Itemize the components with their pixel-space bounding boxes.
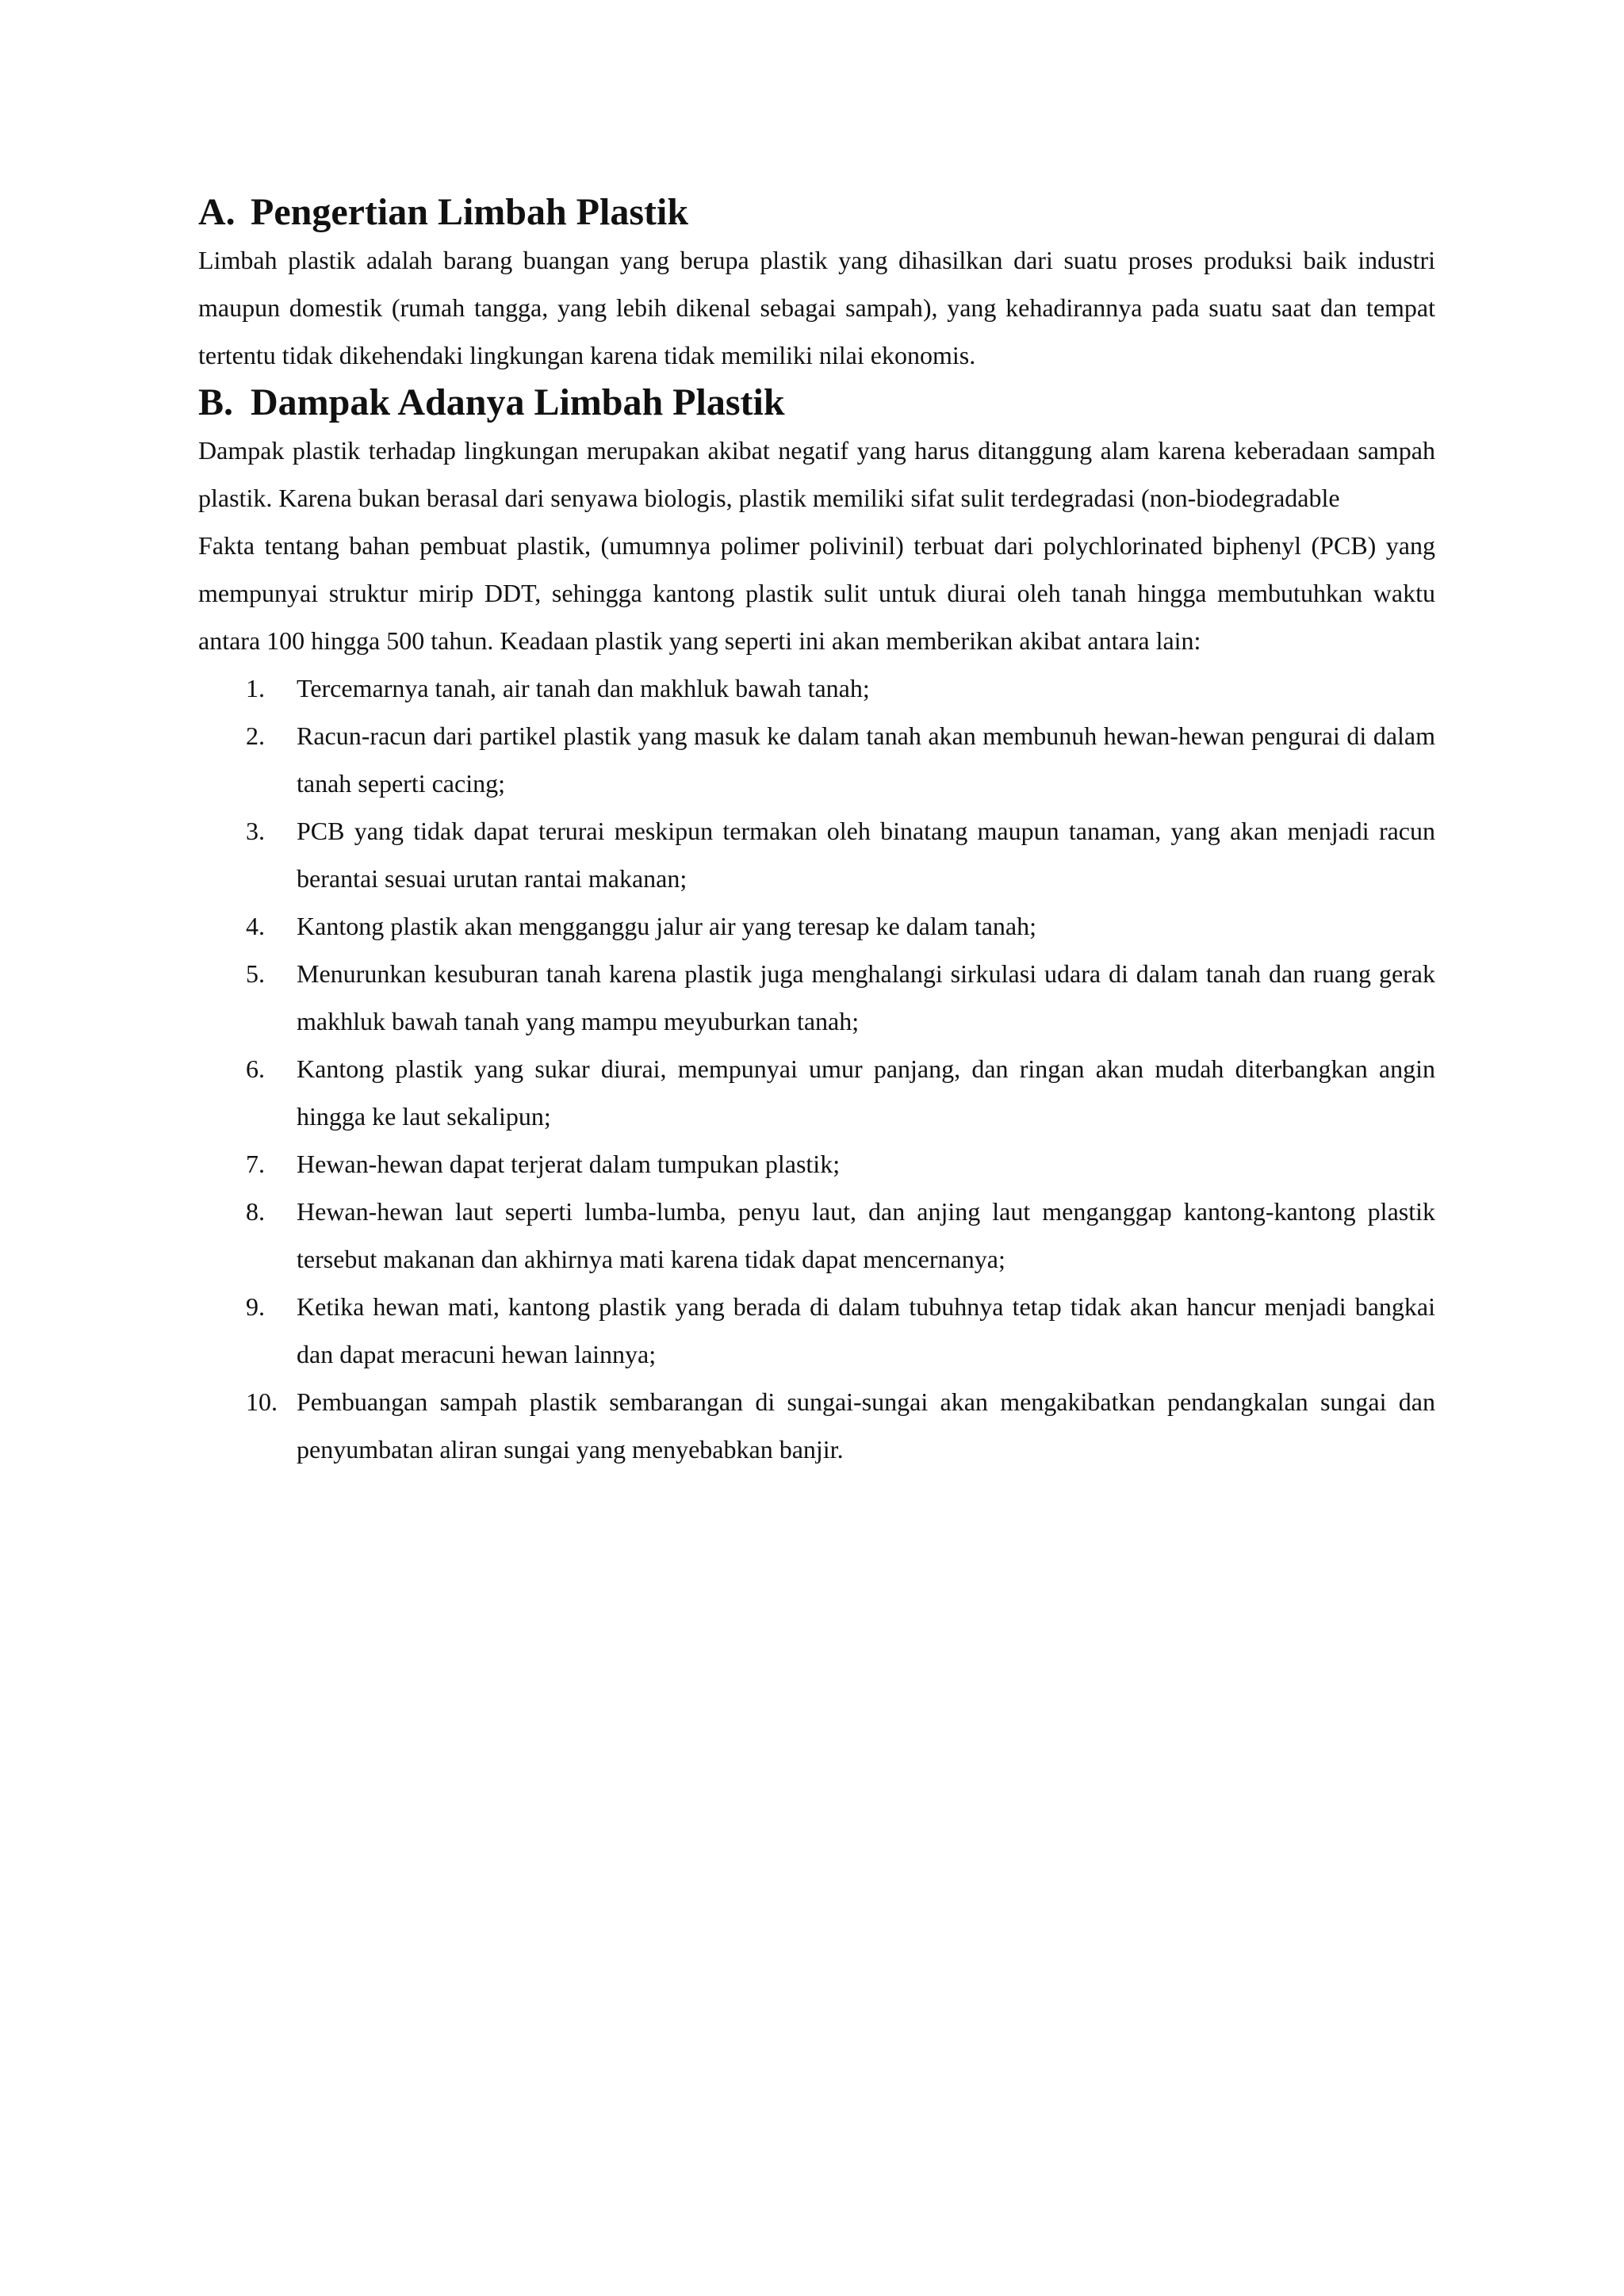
list-item-text: Ketika hewan mati, kantong plastik yang berada di dalam tubuhnya tetap tidak akan hancur menjadi bangkai dan dapat meracuni hewan lainnya;	[297, 1292, 1435, 1368]
list-item	[198, 1045, 1435, 1140]
section-b-paragraph-2: Fakta tentang bahan pembuat plastik, (umumnya polimer polivinil) terbuat dari polychlorinated biphenyl (PCB) yang mempunyai struktur mirip DDT, sehingga kantong plastik sulit untuk diurai oleh tanah hingga membutuhkan waktu antara 100 hingga 500 tahun. Keadaan plastik yang seperti ini akan memberikan akibat antara lain:	[198, 531, 1435, 655]
list-item	[198, 950, 1435, 1045]
document-page	[198, 189, 1435, 1473]
section-a-heading	[198, 189, 1435, 236]
list-item-text: Hewan-hewan laut seperti lumba-lumba, penyu laut, dan anjing laut menganggap kantong-kantong plastik tersebut makanan dan akhirnya mati karena tidak dapat mencernanya;	[297, 1197, 1435, 1273]
list-item-number: 3.	[246, 817, 265, 845]
list-item-text: Tercemarnya tanah, air tanah dan makhluk bawah tanah;	[297, 674, 870, 702]
section-b-title: Dampak Adanya Limbah Plastik	[251, 381, 785, 423]
section-a-title: Pengertian Limbah Plastik	[251, 191, 689, 233]
list-item-text: Hewan-hewan dapat terjerat dalam tumpukan plastik;	[297, 1150, 841, 1178]
list-item-number: 9.	[246, 1292, 265, 1321]
impact-list	[198, 664, 1435, 1473]
list-item-number: 5.	[246, 959, 265, 988]
section-b-paragraph-1: Dampak plastik terhadap lingkungan merupakan akibat negatif yang harus ditanggung alam karena keberadaan sampah plastik. Karena bukan berasal dari senyawa biologis, plastik memiliki sifat sulit terdegradasi (non-biodegradable	[198, 436, 1435, 512]
list-item-number: 4.	[246, 912, 265, 940]
list-item-number: 2.	[246, 721, 265, 750]
section-a-paragraph: Limbah plastik adalah barang buangan yang berupa plastik yang dihasilkan dari suatu proses produksi baik industri maupun domestik (rumah tangga, yang lebih dikenal sebagai sampah), yang kehadirannya pada suatu saat dan tempat tertentu tidak dikehendaki lingkungan karena tidak memiliki nilai ekonomis.	[198, 246, 1435, 369]
list-item	[198, 1140, 1435, 1188]
list-item-number: 6.	[246, 1054, 265, 1083]
list-item-number: 7.	[246, 1150, 265, 1178]
list-item-number: 8.	[246, 1197, 265, 1226]
list-item-text: Racun-racun dari partikel plastik yang masuk ke dalam tanah akan membunuh hewan-hewan pengurai di dalam tanah seperti cacing;	[297, 721, 1435, 798]
list-item	[198, 1283, 1435, 1378]
list-item-text: Kantong plastik yang sukar diurai, mempunyai umur panjang, dan ringan akan mudah diterbangkan angin hingga ke laut sekalipun;	[297, 1054, 1435, 1131]
list-item-text: Kantong plastik akan mengganggu jalur air yang teresap ke dalam tanah;	[297, 912, 1037, 940]
list-item-number: 10.	[246, 1387, 278, 1416]
section-b-letter: B.	[198, 381, 234, 423]
list-item	[198, 902, 1435, 950]
list-item-text: Menurunkan kesuburan tanah karena plastik juga menghalangi sirkulasi udara di dalam tanah dan ruang gerak makhluk bawah tanah yang mampu meyuburkan tanah;	[297, 959, 1435, 1035]
list-item-text: PCB yang tidak dapat terurai meskipun termakan oleh binatang maupun tanaman, yang akan menjadi racun berantai sesuai urutan rantai makanan;	[297, 817, 1435, 893]
section-a-letter: A.	[198, 191, 236, 233]
list-item-text: Pembuangan sampah plastik sembarangan di sungai-sungai akan mengakibatkan pendangkalan sungai dan penyumbatan aliran sungai yang menyebabkan banjir.	[297, 1387, 1435, 1464]
list-item-number: 1.	[246, 674, 265, 702]
section-b-heading	[198, 379, 1435, 427]
list-item	[198, 712, 1435, 807]
list-item	[198, 1188, 1435, 1283]
list-item	[198, 807, 1435, 902]
list-item	[198, 1378, 1435, 1473]
list-item	[198, 664, 1435, 712]
